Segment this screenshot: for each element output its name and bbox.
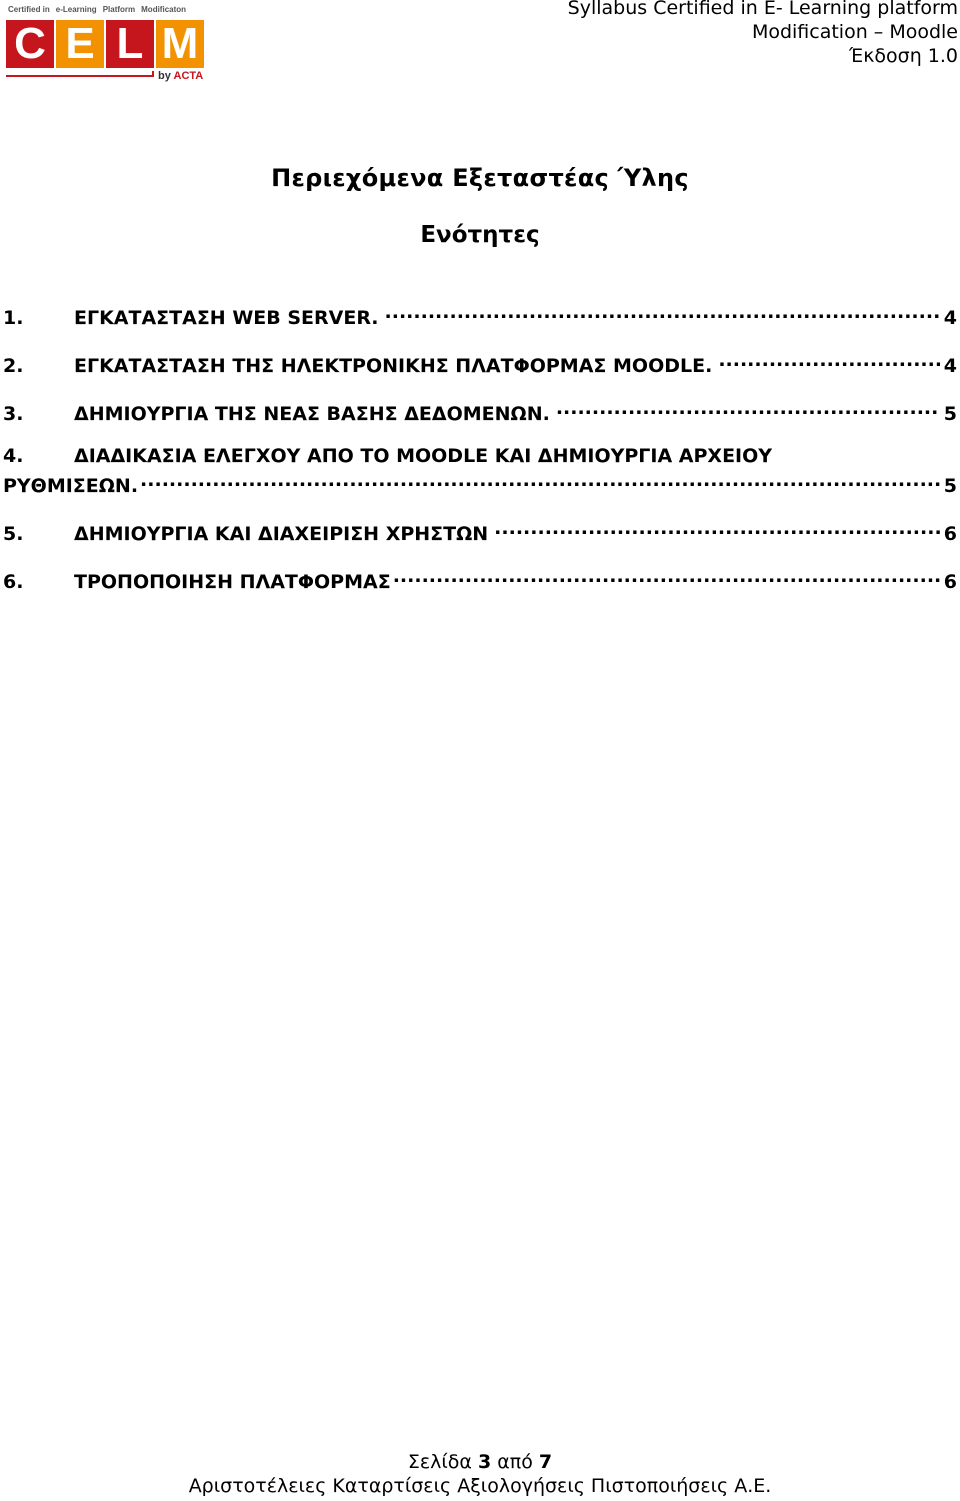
logo-underline	[6, 71, 154, 77]
toc-leader-dots	[494, 516, 940, 540]
logo-letter-m: M	[156, 20, 204, 68]
toc-entry-5[interactable]	[3, 516, 957, 545]
document-header	[568, 0, 958, 68]
logo-tagline	[8, 5, 192, 14]
toc-leader-dots	[393, 564, 940, 588]
toc-number: 5.	[3, 523, 24, 545]
toc-label-continued: ΡΥΘΜΙΣΕΩΝ.	[3, 475, 139, 497]
section-subtitle: Ενότητες	[420, 222, 540, 248]
celm-logo	[6, 4, 206, 84]
toc-page-number: 5	[943, 475, 957, 497]
footer-page-of: από	[497, 1451, 533, 1473]
toc-page-number: 4	[943, 307, 957, 329]
footer-page-current: 3	[478, 1451, 492, 1473]
logo-letters	[6, 20, 204, 68]
logo-tagline-4: Modificaton	[141, 5, 187, 14]
toc-entry-6[interactable]	[3, 564, 957, 593]
logo-letter-e: E	[56, 20, 104, 68]
toc-page-number: 5	[943, 403, 957, 425]
toc-label: ΕΓΚΑΤΑΣΤΑΣΗ ΤΗΣ ΗΛΕΚΤΡΟΝΙΚΗΣ ΠΛΑΤΦΟΡΜΑΣ MOODLE.	[74, 355, 713, 377]
toc-label: ΔΗΜΙΟΥΡΓΙΑ ΚΑΙ ΔΙΑΧΕΙΡΙΣΗ ΧΡΗΣΤΩΝ	[74, 523, 489, 545]
toc-label: ΤΡΟΠΟΠΟΙΗΣΗ ΠΛΑΤΦΟΡΜΑΣ	[74, 571, 391, 593]
toc-leader-dots	[718, 348, 939, 372]
logo-tagline-3: Platform	[102, 5, 136, 14]
logo-by-acta	[158, 70, 203, 82]
toc-page-number: 4	[943, 355, 957, 377]
toc-entry-2[interactable]	[3, 348, 957, 377]
footer-page-word: Σελίδα	[407, 1451, 472, 1473]
toc-entry-4-continued[interactable]	[3, 468, 957, 497]
header-line-2: Modification – Moodle	[751, 21, 958, 43]
toc-page-number: 6	[943, 523, 957, 545]
footer-company: Αριστοτέλειες Καταρτίσεις Αξιολογήσεις Πιστοποιήσεις Α.Ε.	[188, 1475, 772, 1497]
toc-leader-dots	[385, 300, 940, 324]
toc-entry-4[interactable]	[3, 444, 957, 468]
footer-page-total: 7	[538, 1451, 553, 1473]
toc-number: 1.	[3, 307, 24, 329]
page-footer	[0, 1450, 960, 1498]
logo-letter-l: L	[106, 20, 154, 68]
toc-entry-3[interactable]	[3, 396, 957, 425]
header-line-1: Syllabus Certified in E- Learning platform	[567, 0, 958, 19]
logo-brand: ACTA	[173, 70, 204, 82]
page-title: Περιεχόμενα Εξεταστέας Ύλης	[271, 164, 689, 192]
toc-page-number: 6	[943, 571, 957, 593]
toc-number: 2.	[3, 355, 24, 377]
table-of-contents	[3, 300, 957, 593]
toc-label: ΔΙΑΔΙΚΑΣΙΑ ΕΛΕΓΧΟΥ ΑΠΟ ΤΟ MOODLE ΚΑΙ ΔΗΜΙΟΥΡΓΙΑ ΑΡΧΕΙΟΥ	[74, 445, 773, 467]
logo-tagline-2: e-Learning	[55, 5, 97, 14]
toc-number: 6.	[3, 571, 24, 593]
header-line-3: Έκδοση 1.0	[849, 45, 958, 67]
page-indicator	[0, 1450, 960, 1474]
toc-label: ΔΗΜΙΟΥΡΓΙΑ ΤΗΣ ΝΕΑΣ ΒΑΣΗΣ ΔΕΔΟΜΕΝΩΝ.	[74, 403, 550, 425]
toc-number: 3.	[3, 403, 24, 425]
logo-by-text: by	[158, 70, 171, 82]
toc-leader-dots	[556, 396, 940, 420]
logo-tagline-1: Certified in	[8, 5, 50, 14]
toc-leader-dots	[140, 468, 940, 492]
toc-label: ΕΓΚΑΤΑΣΤΑΣΗ WEB SERVER.	[74, 307, 379, 329]
toc-number: 4.	[3, 445, 24, 467]
toc-entry-1[interactable]	[3, 300, 957, 329]
logo-letter-c: C	[6, 20, 54, 68]
